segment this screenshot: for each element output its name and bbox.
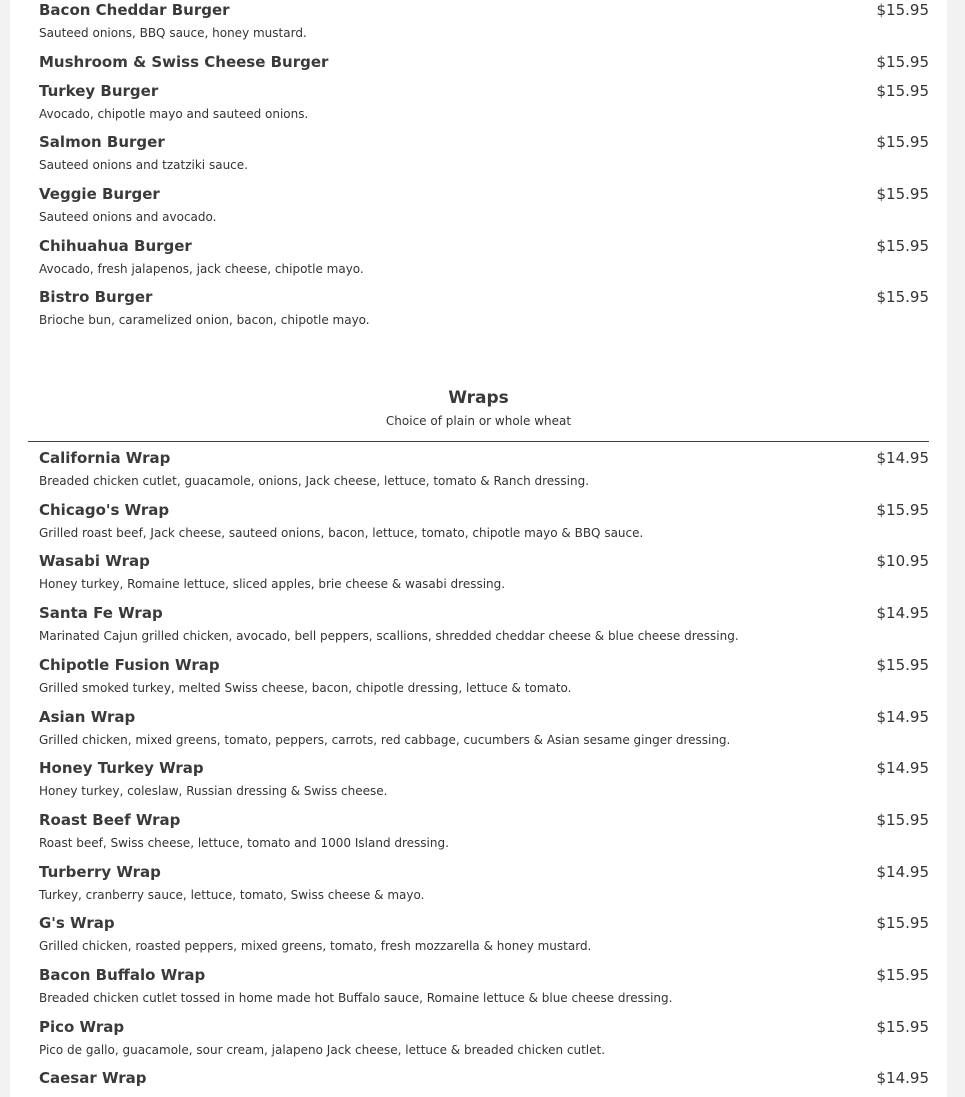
item-description: Sauteed onions, BBQ sauce, honey mustard. (39, 26, 307, 40)
item-price: $15.95 (876, 288, 929, 306)
item-description: Avocado, chipotle mayo and sauteed onions. (39, 107, 309, 121)
item-description: Turkey, cranberry sauce, lettuce, tomato, Swiss cheese & mayo. (39, 888, 425, 902)
item-name: Caesar Wrap (39, 1069, 147, 1087)
item-price: $14.95 (876, 863, 929, 881)
item-name: Pico Wrap (39, 1018, 125, 1036)
item-price: $15.95 (876, 966, 929, 984)
item-description: Honey turkey, Romaine lettuce, sliced apples, brie cheese & wasabi dressing. (39, 577, 506, 591)
item-name: Santa Fe Wrap (39, 604, 163, 622)
item-name: Bistro Burger (39, 288, 153, 306)
item-description: Grilled smoked turkey, melted Swiss cheese, bacon, chipotle dressing, lettuce & tomato. (39, 681, 572, 695)
item-name: Turberry Wrap (39, 863, 161, 881)
item-description: Honey turkey, coleslaw, Russian dressing & Swiss cheese. (39, 784, 388, 798)
item-name: Chihuahua Burger (39, 237, 192, 255)
item-name: Chicago's Wrap (39, 501, 170, 519)
item-name: Chipotle Fusion Wrap (39, 656, 220, 674)
item-description: Breaded chicken cutlet tossed in home made hot Buffalo sauce, Romaine lettuce & blue cheese dressing. (39, 991, 673, 1005)
item-name: G's Wrap (39, 914, 115, 932)
item-description: Pico de gallo, guacamole, sour cream, jalapeno Jack cheese, lettuce & breaded chicken cutlet. (39, 1043, 606, 1057)
item-description: Marinated Cajun grilled chicken, avocado, bell peppers, scallions, shredded cheddar cheese & blue cheese dressing. (39, 629, 739, 643)
item-name: Mushroom & Swiss Cheese Burger (39, 53, 329, 71)
item-price: $15.95 (876, 53, 929, 71)
item-name: Turkey Burger (39, 82, 159, 100)
item-price: $15.95 (876, 185, 929, 203)
item-price: $15.95 (876, 656, 929, 674)
item-price: $10.95 (876, 552, 929, 570)
item-name: California Wrap (39, 449, 171, 467)
item-description: Brioche bun, caramelized onion, bacon, chipotle mayo. (39, 313, 370, 327)
item-price: $15.95 (876, 82, 929, 100)
item-price: $15.95 (876, 133, 929, 151)
item-price: $15.95 (876, 237, 929, 255)
item-name: Honey Turkey Wrap (39, 759, 204, 777)
item-price: $14.95 (876, 708, 929, 726)
item-description: Avocado, fresh jalapenos, jack cheese, chipotle mayo. (39, 262, 364, 276)
item-description: Grilled chicken, roasted peppers, mixed greens, tomato, fresh mozzarella & honey mustard. (39, 939, 592, 953)
item-description: Grilled chicken, mixed greens, tomato, peppers, carrots, red cabbage, cucumbers & Asian sesame ginger dressing. (39, 733, 731, 747)
item-name: Asian Wrap (39, 708, 136, 726)
item-name: Bacon Buffalo Wrap (39, 966, 206, 984)
item-description: Grilled roast beef, Jack cheese, sauteed onions, bacon, lettuce, tomato, chipotle mayo & BBQ sauce. (39, 526, 644, 540)
item-price: $14.95 (876, 759, 929, 777)
item-name: Salmon Burger (39, 133, 165, 151)
wraps-header (28, 387, 929, 429)
item-description: Breaded chicken cutlet, guacamole, onions, Jack cheese, lettuce, tomato & Ranch dressing. (39, 474, 590, 488)
section-title: Wraps (448, 388, 509, 408)
item-name: Bacon Cheddar Burger (39, 1, 230, 19)
item-price: $14.95 (876, 1069, 929, 1087)
item-price: $14.95 (876, 604, 929, 622)
item-name: Veggie Burger (39, 185, 160, 203)
item-description: Roast beef, Swiss cheese, lettuce, tomato and 1000 Island dressing. (39, 836, 449, 850)
section-divider (28, 441, 929, 442)
item-price: $14.95 (876, 449, 929, 467)
item-price: $15.95 (876, 1, 929, 19)
item-price: $15.95 (876, 811, 929, 829)
item-name: Wasabi Wrap (39, 552, 150, 570)
item-name: Roast Beef Wrap (39, 811, 181, 829)
item-price: $15.95 (876, 501, 929, 519)
section-subtitle: Choice of plain or whole wheat (385, 414, 572, 428)
item-price: $15.95 (876, 914, 929, 932)
item-price: $15.95 (876, 1018, 929, 1036)
item-description: Sauteed onions and tzatziki sauce. (39, 158, 248, 172)
item-description: Sauteed onions and avocado. (39, 210, 217, 224)
